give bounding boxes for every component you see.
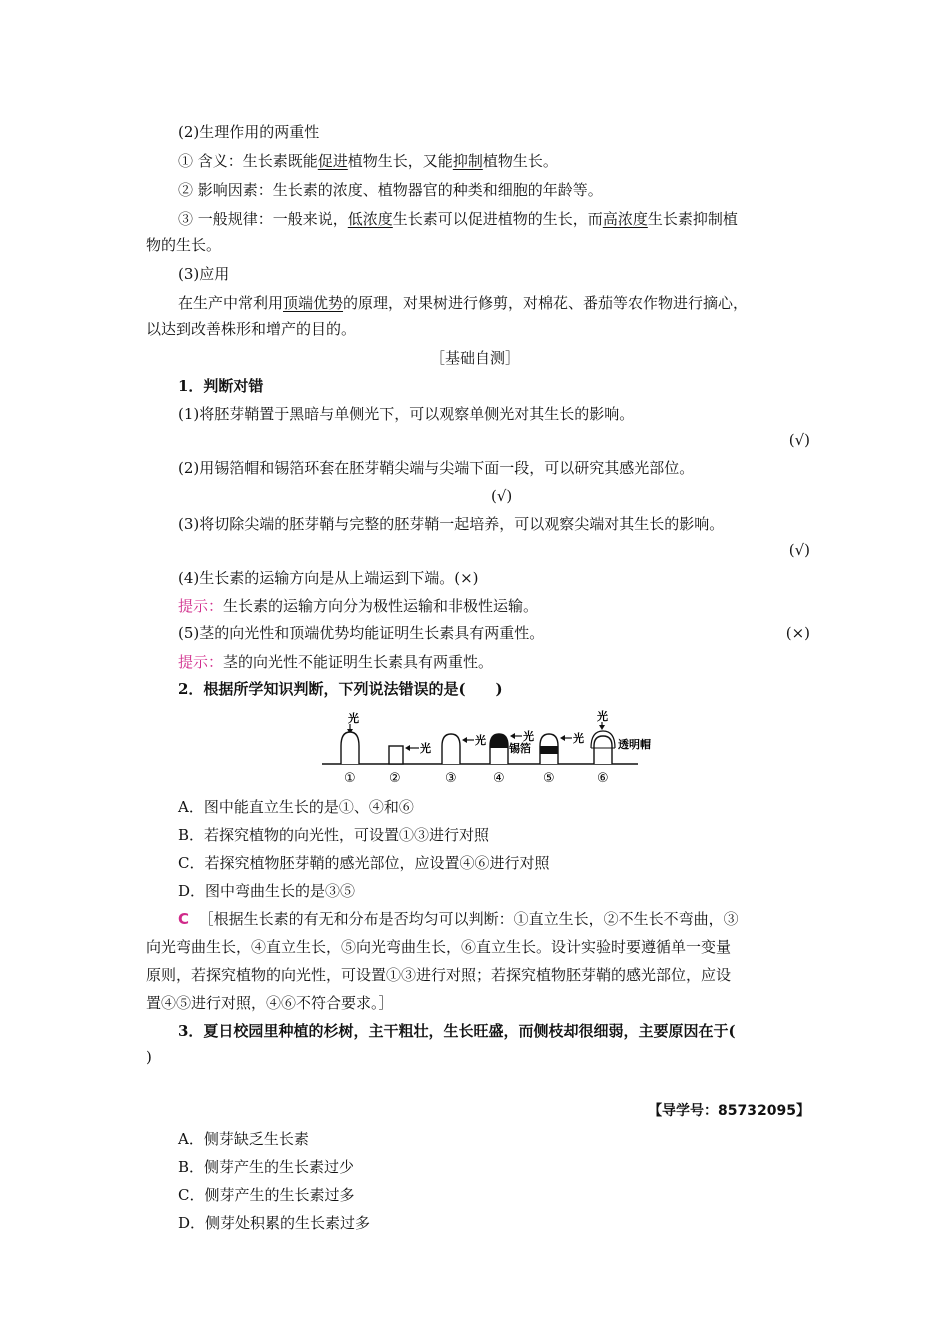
q3-option-b: B．侧芽产生的生长素过少	[178, 1158, 355, 1176]
q3-option-c: C．侧芽产生的生长素过多	[178, 1186, 355, 1204]
q1-mark-5: (×)	[785, 624, 810, 642]
tip-label: 提示：	[178, 597, 224, 615]
q1-statement-1: (1)将胚芽鞘置于黑暗与单侧光下，可以观察单侧光对其生长的影响。	[178, 405, 635, 423]
underlined-term: 顶端优势	[283, 294, 344, 312]
section-2-item-3-cont: 物的生长。	[146, 236, 222, 254]
answer-letter: C	[178, 910, 190, 928]
q1-statement-4: (4)生长素的运输方向是从上端运到下端。(×)	[178, 569, 479, 587]
coleoptile-figure	[318, 708, 651, 786]
arrow-head-icon	[462, 737, 467, 743]
light-label: 光	[573, 732, 584, 745]
coleoptile-6	[594, 736, 612, 764]
q1-tip-5: 提示：茎的向光性不能证明生长素具有两重性。	[178, 653, 494, 671]
tip-label: 提示：	[178, 653, 224, 671]
underlined-term: 高浓度	[602, 210, 648, 228]
question-2-title: 2．根据所学知识判断，下列说法错误的是( )	[178, 680, 503, 698]
figure-label-2: ②	[389, 771, 401, 786]
coleoptile-1	[341, 732, 359, 764]
q1-statement-3: (3)将切除尖端的胚芽鞘与完整的胚芽鞘一起培养，可以观察尖端对其生长的影响。	[178, 515, 725, 533]
q1-mark-1: (√)	[788, 431, 810, 449]
q1-statement-5: (5)茎的向光性和顶端优势均能证明生长素具有两重性。	[178, 624, 545, 642]
figure-label-3: ③	[445, 771, 457, 786]
q2-explanation-line-2: 向光弯曲生长，④直立生长，⑤向光弯曲生长，⑥直立生长。设计实验时要遵循单一变量	[146, 938, 732, 956]
self-test-heading: ［基础自测］	[429, 349, 520, 367]
light-label: 光	[523, 730, 534, 743]
coleoptile-2	[389, 746, 403, 764]
q2-option-a: A．图中能直立生长的是①、④和⑥	[178, 798, 414, 816]
figure-label-4: ④	[493, 771, 505, 786]
q3-option-a: A．侧芽缺乏生长素	[178, 1130, 309, 1148]
light-label: 光	[475, 734, 486, 747]
q1-mark-2: (√)	[491, 487, 513, 505]
light-label: 光	[348, 712, 359, 725]
figure-label-6: ⑥	[597, 771, 609, 786]
arrow-head-icon	[560, 735, 565, 741]
q2-option-c: C．若探究植物胚芽鞘的感光部位，应设置④⑥进行对照	[178, 854, 550, 872]
question-3-title-cont: )	[146, 1048, 152, 1066]
q2-option-d: D．图中弯曲生长的是③⑤	[178, 882, 356, 900]
q1-tip-4: 提示：生长素的运输方向分为极性运输和非极性运输。	[178, 597, 539, 615]
foil-label: 锡箔	[509, 742, 531, 755]
q2-explanation-line-3: 原则，若探究植物的向光性，可设置①③进行对照；若探究植物胚芽鞘的感光部位，应设	[146, 966, 732, 984]
cap-label: 透明帽	[618, 738, 651, 751]
section-2-item-1: ① 含义：生长素既能促进植物生长，又能抑制植物生长。	[178, 152, 558, 170]
underlined-term: 抑制	[452, 152, 483, 170]
section-3-title: (3)应用	[178, 265, 230, 283]
question-1-title: 1．判断对错	[178, 377, 264, 395]
section-3-text: 在生产中常利用顶端优势的原理，对果树进行修剪，对棉花、番茄等农作物进行摘心，	[178, 294, 749, 312]
light-label: 光	[420, 742, 431, 755]
q2-explanation-line-1: C ［根据生长素的有无和分布是否均匀可以判断：①直立生长，②不生长不弯曲，③	[178, 910, 739, 928]
q1-statement-2: (2)用锡箔帽和锡箔环套在胚芽鞘尖端与尖端下面一段，可以研究其感光部位。	[178, 459, 695, 477]
q2-option-b: B．若探究植物的向光性，可设置①③进行对照	[178, 826, 490, 844]
arrow-head-icon	[405, 745, 410, 751]
q1-mark-3: (√)	[788, 541, 810, 559]
section-2-item-2: ② 影响因素：生长素的浓度、植物器官的种类和细胞的年龄等。	[178, 181, 603, 199]
q3-option-d: D．侧芽处积累的生长素过多	[178, 1214, 371, 1232]
section-2-title: (2)生理作用的两重性	[178, 123, 320, 141]
q2-explanation-line-4: 置④⑤进行对照，④⑥不符合要求。］	[146, 994, 394, 1012]
figure-label-1: ①	[344, 771, 356, 786]
light-label: 光	[597, 710, 608, 723]
underlined-term: 低浓度	[347, 210, 393, 228]
guide-number: 【导学号：85732095】	[648, 1103, 810, 1119]
figure-label-5: ⑤	[543, 771, 555, 786]
arrow-head-icon	[510, 733, 515, 739]
section-2-item-3: ③ 一般规律：一般来说，低浓度生长素可以促进植物的生长，而高浓度生长素抑制植	[178, 210, 738, 228]
coleoptile-3	[442, 734, 460, 764]
question-3-title: 3．夏日校园里种植的杉树，主干粗壮，生长旺盛，而侧枝却很细弱，主要原因在于(	[178, 1022, 736, 1040]
arrow-head-icon	[599, 725, 605, 730]
section-3-text-cont: 以达到改善株形和增产的目的。	[146, 320, 357, 338]
underlined-term: 促进	[317, 152, 348, 170]
foil-ring	[540, 746, 558, 754]
